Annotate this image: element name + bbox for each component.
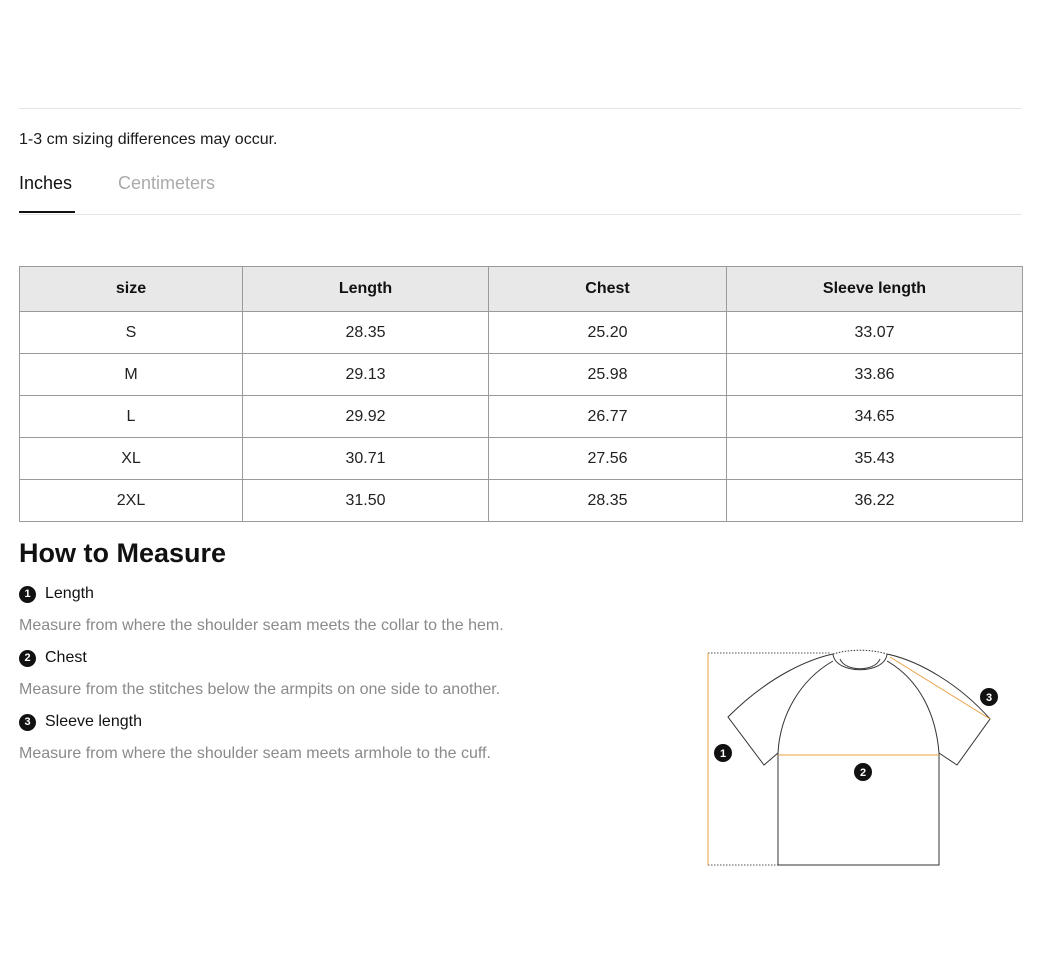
- tab-inches[interactable]: Inches: [19, 173, 73, 193]
- measure-item-chest: [19, 648, 619, 700]
- sizing-notice: 1-3 cm sizing differences may occur.: [19, 131, 278, 148]
- measure-label: Chest: [45, 649, 87, 666]
- header-sleeve-length: Sleeve length: [727, 267, 1023, 312]
- table-row: [20, 480, 1023, 522]
- diagram-badge-length: [714, 744, 732, 762]
- how-to-measure-title: How to Measure: [19, 538, 227, 568]
- table-row: [20, 354, 1023, 396]
- measure-label: Sleeve length: [45, 713, 142, 730]
- cell-sleeve-length: 33.86: [727, 354, 1023, 396]
- svg-text:1: 1: [719, 748, 727, 760]
- cell-chest: 25.98: [489, 354, 727, 396]
- measure-item-length: [19, 584, 619, 636]
- cell-size: M: [20, 354, 243, 396]
- diagram-badge-sleeve: [980, 688, 998, 706]
- cell-sleeve-length: 33.07: [727, 312, 1023, 354]
- number-badge-icon: 3: [19, 714, 36, 731]
- tab-centimeters[interactable]: Centimeters: [118, 173, 216, 193]
- tshirt-diagram-icon: [700, 645, 1010, 875]
- number-badge-icon: 1: [19, 586, 36, 603]
- header-chest: Chest: [489, 267, 727, 312]
- cell-chest: 28.35: [489, 480, 727, 522]
- cell-size: XL: [20, 438, 243, 480]
- header-length: Length: [243, 267, 489, 312]
- table-row: [20, 312, 1023, 354]
- table-header-row: [20, 267, 1023, 312]
- cell-size: S: [20, 312, 243, 354]
- size-table: [19, 266, 1023, 522]
- svg-text:2: 2: [859, 767, 867, 779]
- measure-label: Length: [45, 585, 94, 602]
- number-badge-icon: 2: [19, 650, 36, 667]
- table-row: [20, 438, 1023, 480]
- cell-size: 2XL: [20, 480, 243, 522]
- diagram-badge-chest: [854, 763, 872, 781]
- table-row: [20, 396, 1023, 438]
- cell-length: 31.50: [243, 480, 489, 522]
- svg-text:3: 3: [985, 692, 993, 704]
- measure-description: Measure from where the shoulder seam meets the collar to the hem.: [19, 617, 504, 634]
- cell-length: 29.13: [243, 354, 489, 396]
- measure-description: Measure from the stitches below the armpits on one side to another.: [19, 681, 501, 698]
- active-tab-indicator: [19, 211, 75, 213]
- measure-description: Measure from where the shoulder seam meets armhole to the cuff.: [19, 745, 491, 762]
- cell-chest: 26.77: [489, 396, 727, 438]
- cell-chest: 27.56: [489, 438, 727, 480]
- cell-sleeve-length: 36.22: [727, 480, 1023, 522]
- cell-sleeve-length: 34.65: [727, 396, 1023, 438]
- cell-length: 30.71: [243, 438, 489, 480]
- header-size: size: [20, 267, 243, 312]
- cell-length: 29.92: [243, 396, 489, 438]
- cell-size: L: [20, 396, 243, 438]
- cell-chest: 25.20: [489, 312, 727, 354]
- unit-tabs: [19, 172, 1022, 215]
- cell-length: 28.35: [243, 312, 489, 354]
- top-divider: [19, 108, 1022, 109]
- cell-sleeve-length: 35.43: [727, 438, 1023, 480]
- measure-item-sleeve-length: [19, 712, 619, 764]
